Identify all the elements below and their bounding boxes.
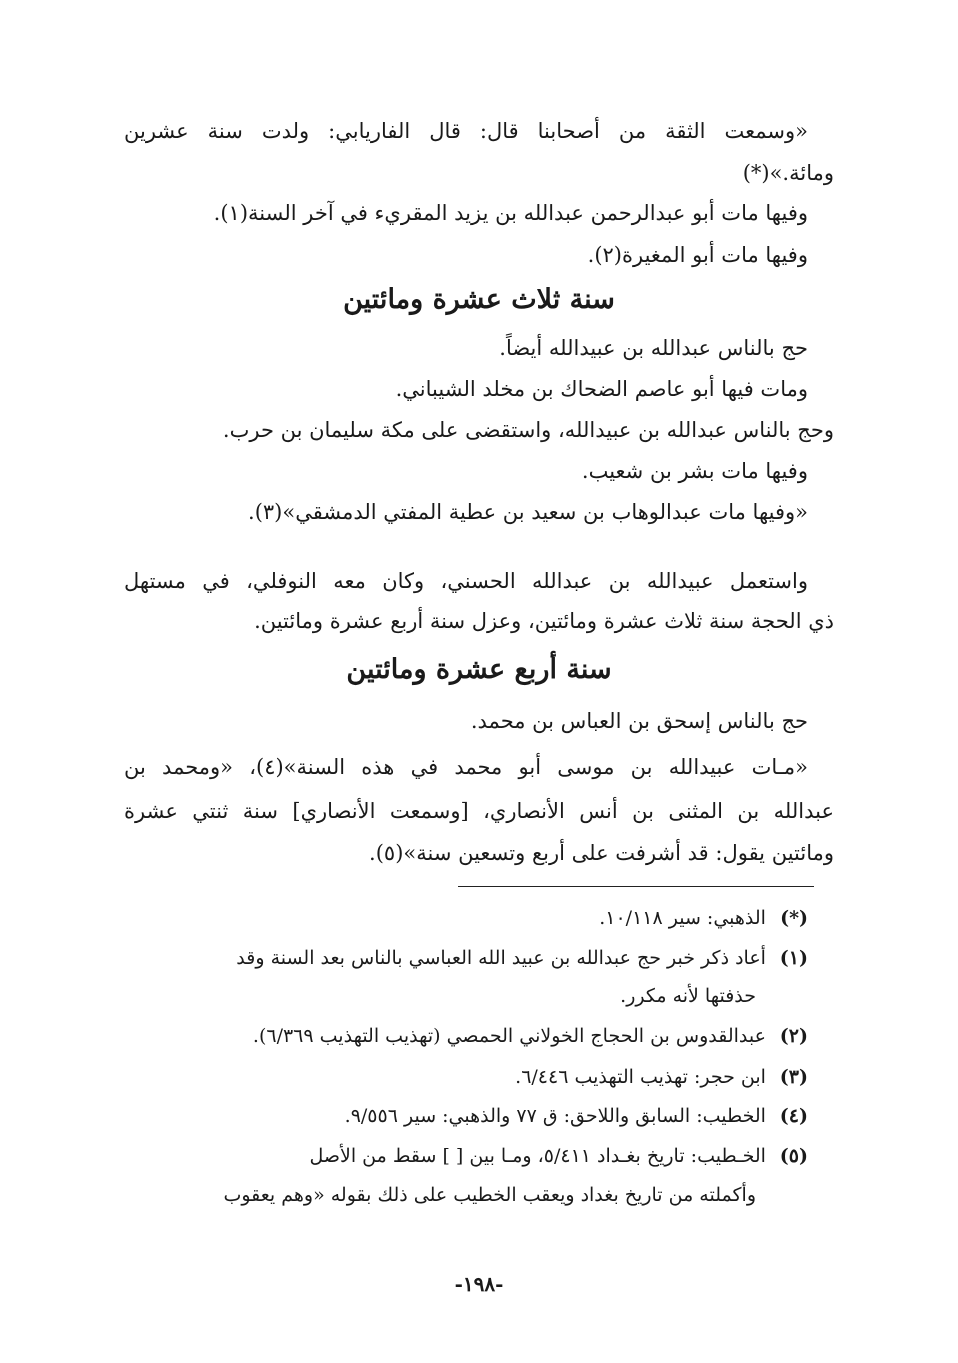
footnote <box>345 1102 808 1130</box>
footnote-mark: (٣) <box>779 1066 808 1088</box>
body-line: ذي الحجة سنة ثلاث عشرة ومائتين، وعزل سنة أربع عشرة ومائتين. <box>254 609 834 633</box>
footnote-text: ابن حجر: تهذيب التهذيب ٦/٤٤٦. <box>515 1066 766 1088</box>
footnote-text: حذفتها لأنه مكرر. <box>620 985 756 1007</box>
body-line: واستعمل عبيدالله بن عبدالله الحسني، وكان معه النوفلي، في مستهل <box>124 569 808 593</box>
footnote-mark: (٥) <box>779 1145 808 1167</box>
body-line: عبدالله بن المثنى بن أنس الأنصاري، [وسمعت الأنصاري] سنة ثنتي عشرة <box>124 799 835 823</box>
body-line: ومائة.»(*) <box>742 161 834 185</box>
body-line: حج بالناس عبدالله بن عبيدالله أيضاً. <box>499 336 808 360</box>
body-line: وحج بالناس عبدالله بن عبيدالله، واستقضى على مكة سليمان بن حرب. <box>222 418 834 442</box>
footnote-text: الخطيب: السابق واللاحق: ق ٧٧ والذهبي: سير ٩/٥٥٦. <box>344 1105 766 1127</box>
section-heading: سنة أربع عشرة ومائتين <box>346 654 612 685</box>
footnote <box>515 1063 808 1091</box>
footnote-mark: (*) <box>780 907 808 929</box>
body-line: «مـات عبيدالله بن موسى أبو محمد في هذه السنة»(٤)، «ومحمد بن <box>124 755 809 779</box>
footnote-text: الذهبي: سير ١٠/١١٨. <box>599 907 766 929</box>
section-heading: سنة ثلاث عشرة ومائتين <box>343 284 615 315</box>
body-line: وفيها مات أبو المغيرة(٢). <box>587 243 808 267</box>
body-line: حج بالناس إسحق بن العباس بن محمد. <box>470 709 808 733</box>
footnote-mark: (٤) <box>779 1105 808 1127</box>
footnote-mark: (٢) <box>779 1025 808 1047</box>
footnote <box>599 904 808 932</box>
footnote <box>253 1022 808 1050</box>
body-line: ومائتين يقول: قد أشرفت على أربع وتسعين سنة»(٥). <box>369 841 834 865</box>
footnote-text: وأكملته من تاريخ بغداد ويعقب الخطيب على ذلك بقوله «وهم يعقوب <box>223 1184 756 1206</box>
footnote <box>236 944 808 972</box>
page-number: -١٩٨- <box>454 1272 504 1296</box>
footnote-text: أعاد ذكر خبر حج عبدالله بن عبيد الله العباسي بالناس بعد السنة وقد <box>236 947 766 969</box>
body-line: «وسمعت الثقة من أصحابنا قال: قال الفاريابي: ولدت سنة عشرين <box>124 119 808 143</box>
footnote-divider <box>458 886 814 887</box>
body-line: وفيها مات بشر بن شعيب. <box>581 459 808 483</box>
footnote-text: عبدالقدوس بن الحجاج الخولاني الحمصي (تهذيب التهذيب ٦/٣٦٩). <box>252 1025 766 1047</box>
body-line: وفيها مات أبو عبدالرحمن عبدالله بن يزيد المقريء في آخر السنة(١). <box>213 201 808 225</box>
body-line: «وفيها مات عبدالوهاب بن سعيد بن عطية المفتي الدمشقي»(٣). <box>248 500 808 524</box>
body-line: ومات فيها أبو عاصم الضحاك بن مخلد الشيباني. <box>395 377 808 401</box>
footnote-text: الخـطيب: تاريخ بغـداد ٥/٤١١، ومـا بين [ ] سقط من الأصل <box>309 1145 766 1167</box>
footnote <box>310 1142 809 1170</box>
footnote-mark: (١) <box>779 947 808 969</box>
